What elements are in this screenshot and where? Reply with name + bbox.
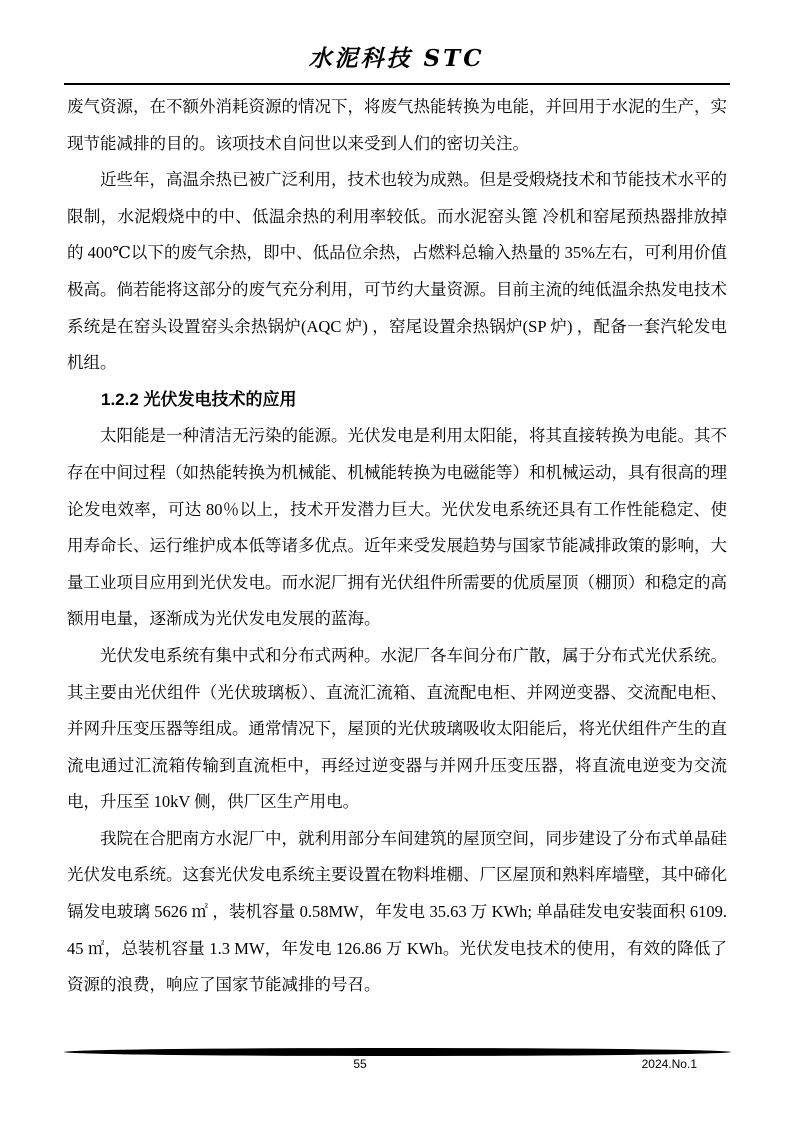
- paragraph-waste-heat-utilization: 近些年，高温余热已被广泛利用，技术也较为成熟。但是受煅烧技术和节能技术水平的限制，水泥煅烧中的中、低温余热的利用率较低。而水泥窑头篦 冷机和窑尾预热器排放掉的 400℃以下的废气余热，即中、低品位余热，占燃料总输入热量的 35%左右，可利用价值极高。倘若能将这部分的废气充分利用，可节约大量资源。目前主流的纯低温余热发电技术系统是在窑头设置窑头余热锅炉(AQC 炉) ，窑尾设置余热锅炉(SP 炉) ，配备一套汽轮发电机组。: [67, 170, 727, 373]
- article-body: [67, 89, 727, 1004]
- header-divider: [64, 83, 730, 85]
- issue-label: 2024.No.1: [641, 1057, 697, 1071]
- journal-title: 水泥科技 STC: [308, 45, 485, 72]
- paragraph-pv-system-types: 光伏发电系统有集中式和分布式两种。水泥厂各车间分布广散，属于分布式光伏系统。其主要由光伏组件（光伏玻璃板）、直流汇流箱、直流配电柜、并网逆变器、交流配电柜、并网升压变压器等组成。通常情况下，屋顶的光伏玻璃吸收太阳能后，将光伏组件产生的直流电通过汇流箱传输到直流柜中，再经过逆变器与并网升压变压器，将直流电逆变为交流电，升压至 10kV 侧，供厂区生产用电。: [67, 645, 727, 812]
- paragraph-hefei-plant-case: 我院在合肥南方水泥厂中，就利用部分车间建筑的屋顶空间，同步建设了分布式单晶硅光伏发电系统。这套光伏发电系统主要设置在物料堆棚、厂区屋顶和熟料库墙壁，其中碲化镉发电玻璃 5626 ㎡ ，装机容量 0.58MW，年发电 35.63 万 KWh; 单晶硅发电安装面积 6109.45 ㎡，总装机容量 1.3 MW，年发电 126.86 万 KWh。光伏发电技术的使用，有效的降低了资源的浪费，响应了国家节能减排的号召。: [67, 828, 727, 995]
- paragraph-solar-energy-intro: 太阳能是一种清洁无污染的能源。光伏发电是利用太阳能，将其直接转换为电能。其不存在中间过程（如热能转换为机械能、机械能转换为电磁能等）和机械运动，具有很高的理论发电效率，可达 80％以上，技术开发潜力巨大。光伏发电系统还具有工作性能稳定、使用寿命长、运行维护成本低等诸多优点。近年来受发展趋势与国家节能减排政策的影响，大量工业项目应用到光伏发电。而水泥厂拥有光伏组件所需要的优质屋顶（棚顶）和稳定的高额用电量，逐渐成为光伏发电发展的蓝海。: [67, 426, 727, 629]
- section-heading-1-2-2: 1.2.2 光伏发电技术的应用: [101, 389, 297, 409]
- page-number: 55: [353, 1057, 367, 1071]
- paragraph-waste-gas-continuation: 废气资源，在不额外消耗资源的情况下，将废气热能转换为电能，并回用于水泥的生产，实现节能减排的目的。该项技术自问世以来受到人们的密切关注。: [67, 97, 727, 153]
- footer-divider-bar: [64, 1048, 731, 1056]
